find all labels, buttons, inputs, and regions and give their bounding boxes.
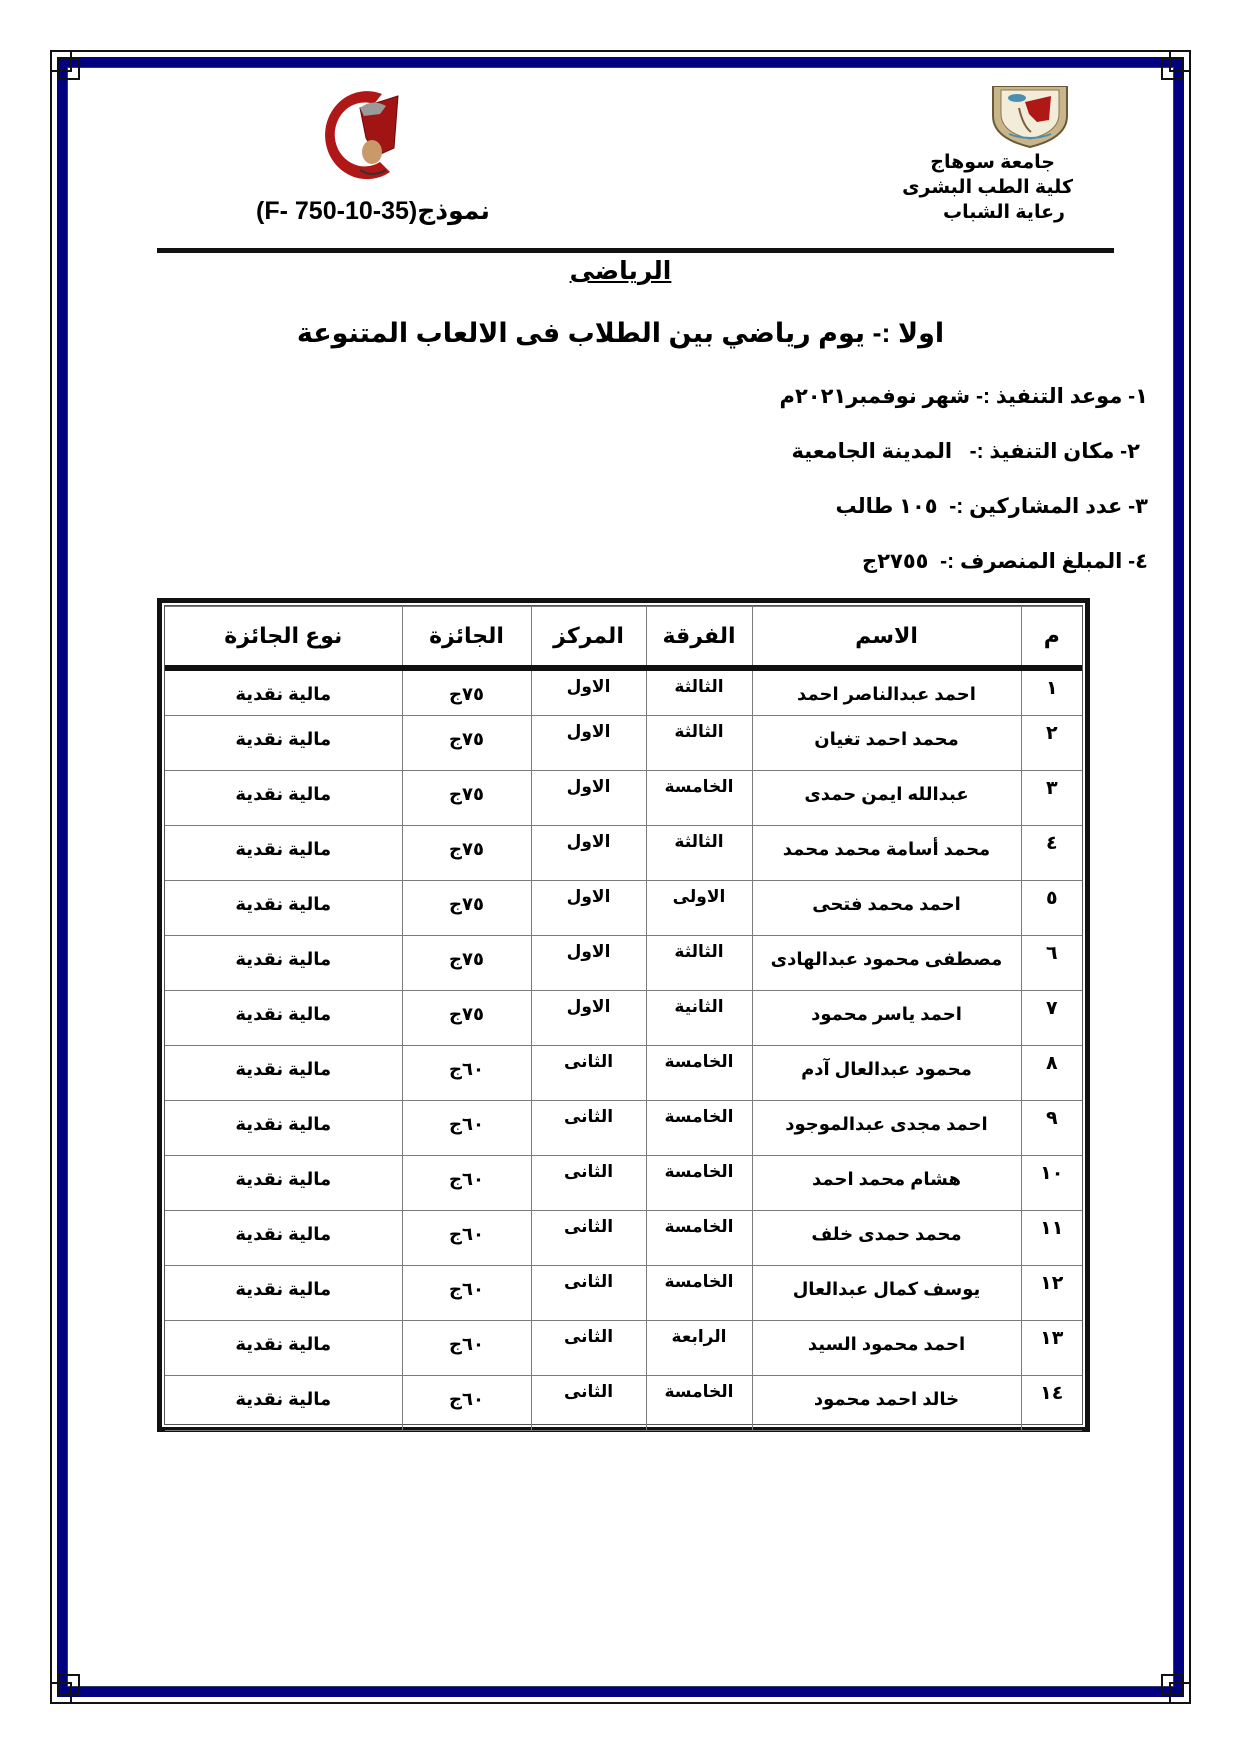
event-title: اولا :- يوم رياضي بين الطلاب فى الالعاب المتنوعة bbox=[296, 318, 945, 348]
cell-prize-text: ٧٥ج bbox=[449, 684, 484, 704]
cell-prize-text: ٧٥ج bbox=[449, 729, 484, 749]
cell-prize-type-text: مالية نقدية bbox=[235, 1004, 332, 1024]
header-rule bbox=[157, 248, 1114, 253]
cell-class-year bbox=[646, 716, 752, 771]
cell-rank bbox=[531, 881, 646, 936]
cell-prize bbox=[402, 936, 531, 991]
detail-amount-spent: ٤- المبلغ المنصرف :- ٢٧٥٥ج bbox=[862, 550, 1148, 573]
cell-prize bbox=[402, 881, 531, 936]
cell-rank-text: الثانى bbox=[563, 1327, 614, 1346]
cell-name-text: محمد حمدى خلف bbox=[811, 1224, 962, 1244]
cell-class-year-text: الثالثة bbox=[674, 832, 724, 851]
cell-class-year bbox=[646, 1046, 752, 1101]
cell-prize-type bbox=[165, 771, 402, 826]
table-row bbox=[165, 1321, 1082, 1376]
cell-rank-text: الثانى bbox=[563, 1382, 614, 1401]
cell-serial bbox=[1021, 1156, 1082, 1211]
cell-class-year-text: الخامسة bbox=[664, 1052, 734, 1071]
cell-class-year bbox=[646, 936, 752, 991]
cell-name-text: احمد ياسر محمود bbox=[811, 1004, 962, 1024]
cell-rank bbox=[531, 826, 646, 881]
table-row bbox=[165, 1156, 1082, 1211]
cell-rank bbox=[531, 936, 646, 991]
cell-prize-type-text: مالية نقدية bbox=[235, 839, 332, 859]
cell-serial-text: ١ bbox=[1045, 678, 1058, 699]
cell-prize bbox=[402, 991, 531, 1046]
cell-name bbox=[752, 771, 1021, 826]
cell-prize-type bbox=[165, 1156, 402, 1211]
cell-prize-type-text: مالية نقدية bbox=[235, 784, 332, 804]
event-details-list bbox=[780, 380, 1148, 600]
cell-name-text: احمد مجدى عبدالموجود bbox=[785, 1114, 988, 1134]
cell-prize bbox=[402, 1376, 531, 1431]
cell-prize-text: ٧٥ج bbox=[449, 839, 484, 859]
cell-prize bbox=[402, 668, 531, 716]
cell-prize-text: ٦٠ج bbox=[449, 1279, 484, 1299]
cell-class-year-text: الخامسة bbox=[664, 1107, 734, 1126]
cell-prize bbox=[402, 1101, 531, 1156]
cell-class-year bbox=[646, 1376, 752, 1431]
cell-prize-text: ٦٠ج bbox=[449, 1334, 484, 1354]
cell-serial bbox=[1021, 1321, 1082, 1376]
cell-serial bbox=[1021, 1211, 1082, 1266]
cell-name bbox=[752, 1101, 1021, 1156]
header-class-year: الفرقة bbox=[646, 607, 752, 669]
cell-name-text: مصطفى محمود عبدالهادى bbox=[770, 949, 1003, 969]
sohag-university-seal-icon bbox=[989, 86, 1071, 148]
cell-prize-type bbox=[165, 1376, 402, 1431]
cell-serial bbox=[1021, 1046, 1082, 1101]
cell-rank bbox=[531, 1046, 646, 1101]
cell-rank-text: الاول bbox=[566, 942, 611, 961]
cell-serial-text: ١٤ bbox=[1040, 1383, 1064, 1404]
cell-serial bbox=[1021, 771, 1082, 826]
university-header-text bbox=[902, 150, 1073, 225]
cell-name-text: محمد أسامة محمد محمد bbox=[782, 839, 991, 859]
detail-date: ١- موعد التنفيذ :- شهر نوفمبر٢٠٢١م bbox=[779, 385, 1148, 408]
cell-rank bbox=[531, 1376, 646, 1431]
table-row bbox=[165, 881, 1082, 936]
cell-prize-type bbox=[165, 936, 402, 991]
header-name: الاسم bbox=[752, 607, 1021, 669]
cell-prize-text: ٦٠ج bbox=[449, 1114, 484, 1134]
cell-prize-type-text: مالية نقدية bbox=[235, 1224, 332, 1244]
cell-prize-type bbox=[165, 1321, 402, 1376]
table-row bbox=[165, 1211, 1082, 1266]
cell-name bbox=[752, 991, 1021, 1046]
cell-name-text: عبدالله ايمن حمدى bbox=[804, 784, 969, 804]
cell-class-year-text: الثالثة bbox=[674, 722, 724, 741]
cell-class-year bbox=[646, 991, 752, 1046]
cell-prize bbox=[402, 1046, 531, 1101]
cell-prize bbox=[402, 1321, 531, 1376]
cell-serial bbox=[1021, 1376, 1082, 1431]
cell-name bbox=[752, 1211, 1021, 1266]
cell-prize-type-text: مالية نقدية bbox=[235, 684, 332, 704]
cell-rank-text: الثانى bbox=[563, 1052, 614, 1071]
cell-class-year bbox=[646, 1101, 752, 1156]
cell-name bbox=[752, 668, 1021, 716]
cell-class-year bbox=[646, 1266, 752, 1321]
cell-serial-text: ٦ bbox=[1045, 943, 1058, 964]
form-code: نموذج(35-10-750 -F) bbox=[256, 197, 490, 225]
cell-name bbox=[752, 1046, 1021, 1101]
cell-rank-text: الثانى bbox=[563, 1272, 614, 1291]
cell-rank-text: الاول bbox=[566, 677, 611, 696]
cell-name bbox=[752, 1266, 1021, 1321]
cell-rank-text: الثانى bbox=[563, 1217, 614, 1236]
cell-prize bbox=[402, 1266, 531, 1321]
cell-class-year bbox=[646, 1156, 752, 1211]
header-prize-type: نوع الجائزة bbox=[165, 607, 402, 669]
cell-prize-type bbox=[165, 668, 402, 716]
cell-class-year-text: الثالثة bbox=[674, 677, 724, 696]
cell-prize-type bbox=[165, 716, 402, 771]
cell-prize-text: ٦٠ج bbox=[449, 1224, 484, 1244]
cell-prize bbox=[402, 826, 531, 881]
frame-corner-ornament bbox=[1161, 58, 1183, 80]
cell-class-year-text: الثالثة bbox=[674, 942, 724, 961]
cell-name-text: خالد احمد محمود bbox=[813, 1389, 960, 1409]
cell-rank bbox=[531, 668, 646, 716]
cell-class-year bbox=[646, 771, 752, 826]
cell-class-year-text: الخامسة bbox=[664, 1272, 734, 1291]
cell-rank-text: الاول bbox=[566, 887, 611, 906]
cell-name bbox=[752, 936, 1021, 991]
cell-rank-text: الاول bbox=[566, 777, 611, 796]
cell-name bbox=[752, 1376, 1021, 1431]
cell-prize bbox=[402, 771, 531, 826]
cell-name bbox=[752, 826, 1021, 881]
cell-serial-text: ٣ bbox=[1045, 778, 1058, 799]
cell-serial-text: ٨ bbox=[1045, 1053, 1058, 1074]
cell-rank bbox=[531, 771, 646, 826]
winners-table-inner bbox=[164, 605, 1083, 1425]
cell-serial-text: ١٢ bbox=[1040, 1273, 1064, 1294]
cell-rank bbox=[531, 1101, 646, 1156]
cell-prize-type bbox=[165, 881, 402, 936]
table-row bbox=[165, 668, 1082, 716]
cell-prize-type-text: مالية نقدية bbox=[235, 1114, 332, 1134]
cell-prize-type bbox=[165, 1211, 402, 1266]
cell-serial-text: ٥ bbox=[1045, 888, 1058, 909]
cell-prize-type bbox=[165, 1046, 402, 1101]
frame-corner-ornament bbox=[1161, 1674, 1183, 1696]
cell-name bbox=[752, 1321, 1021, 1376]
cell-prize bbox=[402, 1211, 531, 1266]
cell-serial-text: ٤ bbox=[1045, 833, 1058, 854]
cell-serial bbox=[1021, 826, 1082, 881]
cell-name bbox=[752, 881, 1021, 936]
cell-prize-text: ٦٠ج bbox=[449, 1169, 484, 1189]
cell-serial bbox=[1021, 1101, 1082, 1156]
cell-class-year-text: الخامسة bbox=[664, 777, 734, 796]
cell-serial bbox=[1021, 716, 1082, 771]
table-row bbox=[165, 716, 1082, 771]
cell-prize-type bbox=[165, 826, 402, 881]
cell-serial bbox=[1021, 1266, 1082, 1321]
cell-prize-type bbox=[165, 1101, 402, 1156]
student-club-logo-icon bbox=[320, 86, 412, 184]
header-serial: م bbox=[1021, 607, 1082, 669]
frame-corner-ornament bbox=[58, 58, 80, 80]
cell-name bbox=[752, 1156, 1021, 1211]
department-name: رعاية الشباب bbox=[943, 202, 1065, 223]
cell-class-year bbox=[646, 881, 752, 936]
cell-prize-type bbox=[165, 991, 402, 1046]
cell-serial-text: ٩ bbox=[1045, 1108, 1058, 1129]
detail-participants: ٣- عدد المشاركين :- ١٠٥ طالب bbox=[835, 495, 1148, 518]
cell-serial bbox=[1021, 668, 1082, 716]
table-row bbox=[165, 826, 1082, 881]
cell-prize-text: ٧٥ج bbox=[449, 894, 484, 914]
cell-prize bbox=[402, 716, 531, 771]
cell-prize-type-text: مالية نقدية bbox=[235, 1279, 332, 1299]
cell-serial-text: ٢ bbox=[1045, 723, 1058, 744]
winners-table bbox=[165, 606, 1082, 1431]
cell-class-year bbox=[646, 1321, 752, 1376]
header-rank: المركز bbox=[531, 607, 646, 669]
cell-rank bbox=[531, 716, 646, 771]
cell-prize-type-text: مالية نقدية bbox=[235, 1334, 332, 1354]
cell-rank-text: الثانى bbox=[563, 1107, 614, 1126]
cell-class-year-text: الثانية bbox=[674, 997, 724, 1016]
cell-rank-text: الاول bbox=[566, 832, 611, 851]
cell-prize-text: ٦٠ج bbox=[449, 1059, 484, 1079]
cell-prize-type-text: مالية نقدية bbox=[235, 729, 332, 749]
cell-prize-type-text: مالية نقدية bbox=[235, 894, 332, 914]
cell-serial bbox=[1021, 881, 1082, 936]
cell-prize-text: ٦٠ج bbox=[449, 1389, 484, 1409]
cell-prize-text: ٧٥ج bbox=[449, 949, 484, 969]
cell-class-year-text: الخامسة bbox=[664, 1162, 734, 1181]
cell-class-year-text: الرابعة bbox=[671, 1327, 727, 1346]
faculty-name: كلية الطب البشرى bbox=[902, 177, 1073, 198]
cell-class-year bbox=[646, 1211, 752, 1266]
table-row bbox=[165, 1101, 1082, 1156]
cell-name-text: احمد محمد فتحى bbox=[812, 894, 961, 914]
cell-class-year bbox=[646, 826, 752, 881]
cell-prize-type-text: مالية نقدية bbox=[235, 1169, 332, 1189]
cell-serial-text: ٧ bbox=[1045, 998, 1058, 1019]
cell-serial bbox=[1021, 991, 1082, 1046]
cell-name bbox=[752, 716, 1021, 771]
cell-prize-text: ٧٥ج bbox=[449, 784, 484, 804]
cell-rank-text: الاول bbox=[566, 722, 611, 741]
table-header-row bbox=[165, 607, 1082, 669]
cell-name-text: محمود عبدالعال آدم bbox=[801, 1059, 972, 1079]
table-row bbox=[165, 1376, 1082, 1431]
header-prize: الجائزة bbox=[402, 607, 531, 669]
table-body bbox=[165, 668, 1082, 1431]
cell-name-text: هشام محمد احمد bbox=[812, 1169, 961, 1189]
cell-serial bbox=[1021, 936, 1082, 991]
cell-rank-text: الثانى bbox=[563, 1162, 614, 1181]
cell-prize-type-text: مالية نقدية bbox=[235, 949, 332, 969]
cell-rank bbox=[531, 1321, 646, 1376]
cell-rank-text: الاول bbox=[566, 997, 611, 1016]
cell-class-year-text: الخامسة bbox=[664, 1382, 734, 1401]
cell-name-text: احمد عبدالناصر احمد bbox=[797, 684, 976, 704]
winners-table-frame bbox=[157, 598, 1090, 1432]
table-row bbox=[165, 991, 1082, 1046]
cell-class-year-text: الاولى bbox=[672, 887, 726, 906]
cell-rank bbox=[531, 1156, 646, 1211]
cell-class-year bbox=[646, 668, 752, 716]
cell-prize-text: ٧٥ج bbox=[449, 1004, 484, 1024]
cell-name-text: احمد محمود السيد bbox=[807, 1334, 966, 1354]
cell-name-text: محمد احمد تغيان bbox=[814, 729, 959, 749]
table-row bbox=[165, 936, 1082, 991]
cell-prize-type bbox=[165, 1266, 402, 1321]
cell-rank bbox=[531, 1266, 646, 1321]
cell-rank bbox=[531, 1211, 646, 1266]
cell-serial-text: ١٠ bbox=[1040, 1163, 1064, 1184]
university-name: جامعة سوهاج bbox=[930, 152, 1055, 173]
cell-prize-type-text: مالية نقدية bbox=[235, 1059, 332, 1079]
table-row bbox=[165, 771, 1082, 826]
cell-name-text: يوسف كمال عبدالعال bbox=[792, 1279, 981, 1299]
cell-class-year-text: الخامسة bbox=[664, 1217, 734, 1236]
cell-serial-text: ١١ bbox=[1040, 1218, 1064, 1239]
detail-location: ٢- مكان التنفيذ :- المدينة الجامعية bbox=[791, 440, 1140, 463]
cell-prize-type-text: مالية نقدية bbox=[235, 1389, 332, 1409]
cell-prize bbox=[402, 1156, 531, 1211]
cell-rank bbox=[531, 991, 646, 1046]
cell-serial-text: ١٣ bbox=[1040, 1328, 1064, 1349]
table-row bbox=[165, 1046, 1082, 1101]
table-row bbox=[165, 1266, 1082, 1321]
section-title: الرياضى bbox=[569, 257, 672, 285]
frame-corner-ornament bbox=[58, 1674, 80, 1696]
